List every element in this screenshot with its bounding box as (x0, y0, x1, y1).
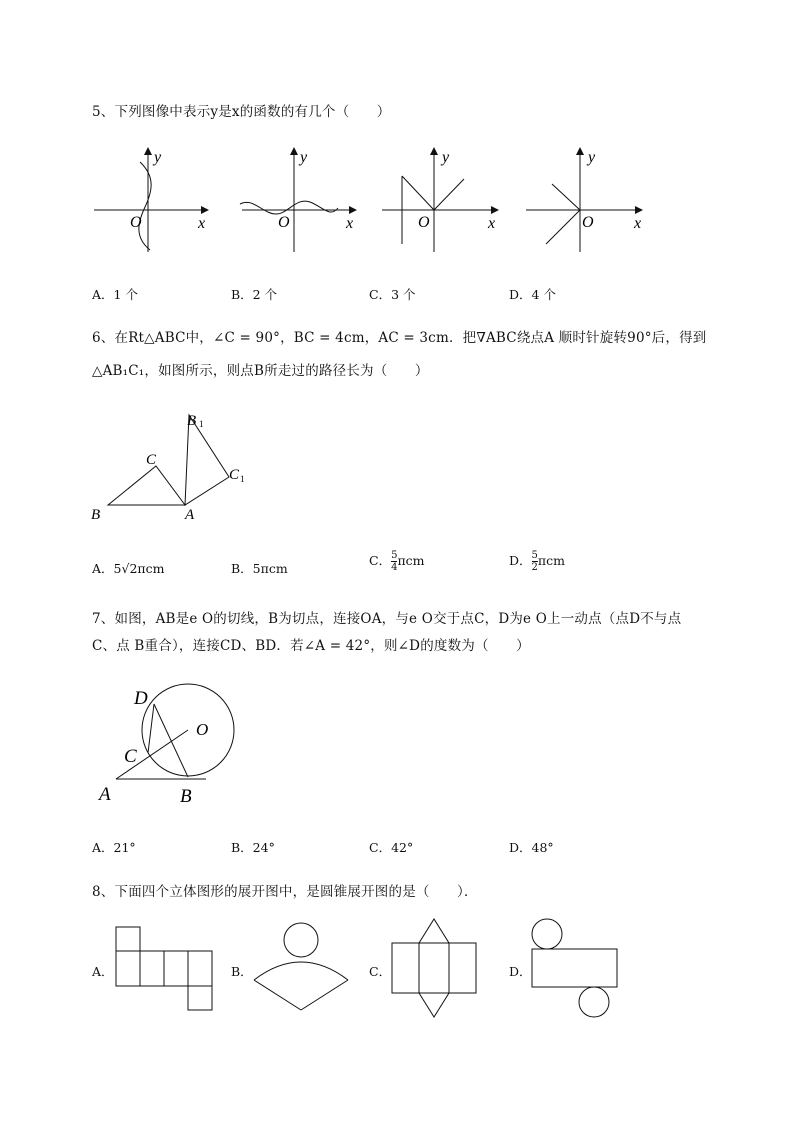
q6-rotation-figure (88, 405, 258, 525)
svg-text:1: 1 (199, 419, 204, 429)
q5-graph-d (524, 142, 649, 254)
q7-stem-line2: C、点 B重合），连接CD、BD．若∠A = 42°，则∠D的度数为（ ） (92, 638, 530, 654)
q5-option-c[interactable]: C．3 个 (369, 287, 416, 302)
q5-option-b[interactable]: B．2 个 (231, 287, 278, 302)
svg-text:O: O (582, 214, 594, 231)
q8-option-d-label[interactable]: D． (509, 964, 532, 979)
q8-option-b-label[interactable]: B． (231, 964, 253, 979)
q8-stem: 8、下面四个立体图形的展开图中，是圆锥展开图的是（ ）． (92, 884, 478, 900)
q8-option-a-label[interactable]: A． (92, 964, 114, 979)
q8-net-d-cylinder (529, 917, 621, 1019)
q7-option-d[interactable]: D．48° (509, 840, 554, 855)
q6-option-c[interactable]: C． $\frac{5}{4}$ πcm (369, 550, 425, 573)
q5-graph-b (238, 142, 363, 254)
svg-text:y: y (442, 149, 450, 166)
q5-graph-a (90, 142, 215, 254)
svg-text:D: D (134, 688, 148, 709)
svg-text:B: B (180, 786, 192, 806)
svg-text:C: C (229, 467, 240, 483)
q7-circle-figure (96, 682, 246, 806)
svg-text:O: O (278, 214, 290, 231)
q7-stem-line1: 7、如图，AB是e O的切线，B为切点，连接OA，与e O交于点C，D为e O上一动点（点D不与点 (92, 611, 682, 627)
svg-text:x: x (346, 215, 354, 232)
q5-stem: 5、下列图像中表示y是x的函数的有几个（ ） (92, 104, 391, 120)
q8-net-c-prism (389, 917, 479, 1019)
q6-option-a[interactable]: A．5√2πcm (92, 561, 165, 576)
svg-text:y: y (588, 149, 596, 166)
svg-text:A: A (185, 507, 195, 523)
svg-text:B: B (187, 413, 197, 429)
svg-text:y: y (154, 149, 162, 166)
svg-text:O: O (130, 214, 142, 231)
q7-option-c[interactable]: C．42° (369, 840, 414, 855)
q7-option-a[interactable]: A．21° (92, 840, 136, 855)
q7-option-b[interactable]: B．24° (231, 840, 275, 855)
svg-text:O: O (196, 720, 209, 739)
svg-text:x: x (198, 215, 206, 232)
svg-text:x: x (634, 215, 642, 232)
q6-option-d[interactable]: D． $\frac{5}{2}$ πcm (509, 550, 565, 573)
q5-graph-c (380, 142, 505, 254)
q6-option-b[interactable]: B．5πcm (231, 561, 288, 576)
svg-text:C: C (124, 746, 137, 767)
svg-text:A: A (99, 784, 111, 805)
svg-text:y: y (300, 149, 308, 166)
svg-text:O: O (418, 214, 430, 231)
q5-option-d[interactable]: D．4 个 (509, 287, 556, 302)
svg-text:x: x (488, 215, 496, 232)
svg-text:1: 1 (240, 474, 245, 484)
q8-net-a-cube (113, 925, 215, 1013)
q6-stem-line2: △AB₁C₁，如图所示，则点B所走过的路径长为（ ） (92, 363, 429, 379)
q8-option-c-label[interactable]: C． (369, 964, 392, 979)
q6-stem-line1: 6、在Rt△ABC中，∠C = 90°，BC = 4cm，AC = 3cm．把∇ABC绕点A 顺时针旋转90°后，得到 (92, 330, 707, 346)
svg-text:B: B (91, 507, 101, 523)
svg-text:C: C (146, 452, 157, 468)
q5-option-a[interactable]: A．1 个 (92, 287, 138, 302)
q8-net-b-cone (251, 922, 351, 1014)
